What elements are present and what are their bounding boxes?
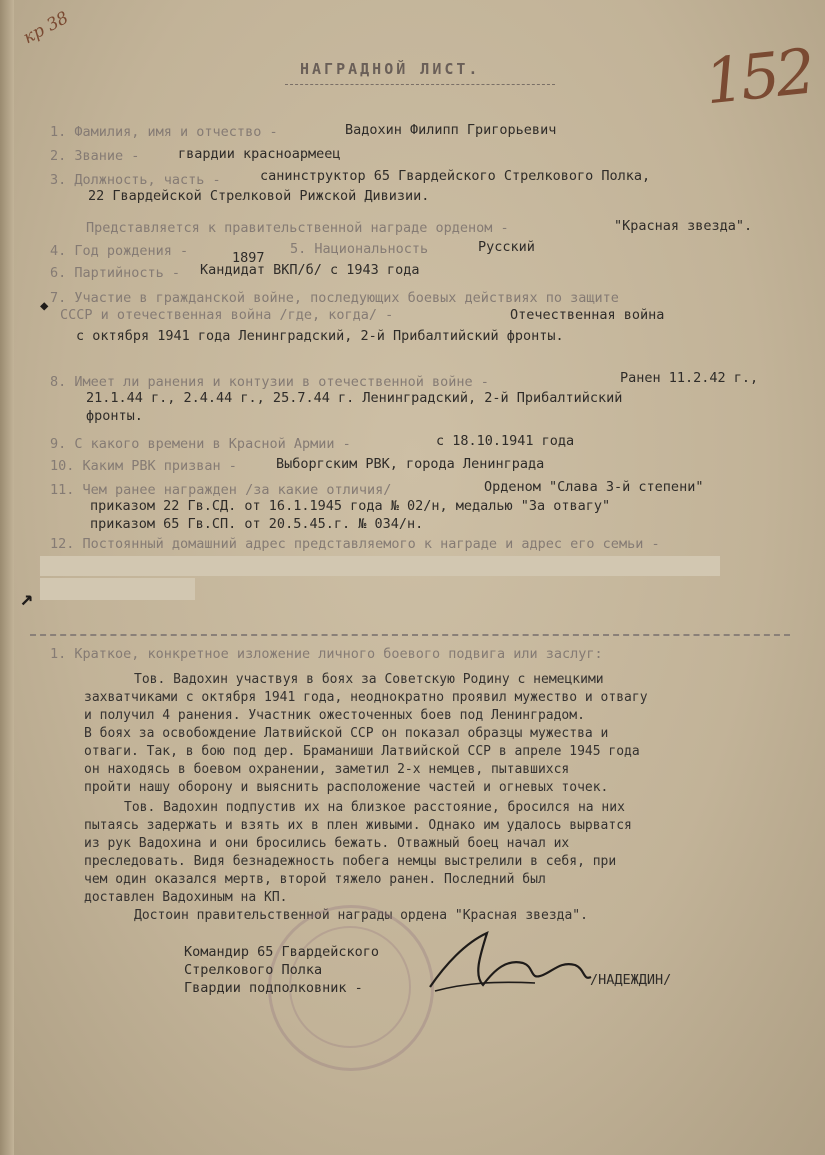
field-7-label: 7. Участие в гражданской войне, последующих боевых действиях по защите xyxy=(50,290,619,306)
field-11-label: 11. Чем ранее награжден /за какие отличия/ xyxy=(50,482,392,498)
field-7-value-cont: с октября 1941 года Ленинградский, 2-й Прибалтийский фронты. xyxy=(76,328,564,344)
margin-pen-mark: ◆ xyxy=(40,298,49,314)
margin-check-mark: ↗ xyxy=(20,586,34,611)
field-7-label-cont: СССР и отечественная война /где, когда/ - xyxy=(60,307,394,323)
summary-line: Достоин правительственной награды ордена "Красная звезда". xyxy=(134,908,588,923)
summary-line: В боях за освобождение Латвийской ССР он показал образцы мужества и xyxy=(84,726,609,741)
field-5-value: Русский xyxy=(478,239,535,255)
field-9-label: 9. С какого времени в Красной Армии - xyxy=(50,436,351,452)
sheet-number: 152 xyxy=(701,34,815,119)
field-11-value-cont2: приказом 65 Гв.СП. от 20.5.45.г. № 034/н. xyxy=(90,516,424,532)
summary-line: пытаясь задержать и взять их в плен живыми. Однако им удалось вырватся xyxy=(84,818,632,833)
redacted-address-1 xyxy=(40,556,720,576)
summary-line: чем один оказался мертв, второй тяжело ранен. Последний был xyxy=(84,872,546,887)
summary-line: захватчиками с октября 1941 года, неоднократно проявил мужество и отвагу xyxy=(84,690,648,705)
summary-line: он находясь в боевом охранении, заметил 2-х немцев, пытавшихся xyxy=(84,762,570,777)
field-1-label: 1. Фамилия, имя и отчество - xyxy=(50,124,278,140)
field-9-value: с 18.10.1941 года xyxy=(436,433,575,449)
summary-line: отваги. Так, в бою под дер. Браманиши Латвийской ССР в апреле 1945 года xyxy=(84,744,640,759)
summary-line: пройти нашу оборону и выяснить расположение частей и огневых точек. xyxy=(84,780,609,795)
field-1-value: Вадохин Филипп Григорьевич xyxy=(345,122,557,138)
summary-heading: 1. Краткое, конкретное изложение личного боевого подвига или заслуг: xyxy=(50,646,603,662)
field-3-value: санинструктор 65 Гвардейского Стрелкового Полка, xyxy=(260,168,651,184)
field-6-value: Кандидат ВКП/б/ с 1943 года xyxy=(200,262,420,278)
field-3-value-cont: 22 Гвардейской Стрелковой Рижской Дивизии. xyxy=(88,188,430,204)
field-8-label: 8. Имеет ли ранения и контузии в отечественной войне - xyxy=(50,374,489,390)
handwritten-signature xyxy=(425,925,595,1000)
field-11-value: Орденом "Слава 3-й степени" xyxy=(484,479,704,495)
field-8-value: Ранен 11.2.42 г., xyxy=(620,370,759,386)
summary-line: Тов. Вадохин участвуя в боях за Советскую Родину с немецкими xyxy=(134,672,604,687)
presented-label: Представляется к правительственной награде орденом - xyxy=(86,220,509,236)
signature-title-line-1: Командир 65 Гвардейского xyxy=(184,944,380,960)
section-divider xyxy=(30,634,790,636)
field-6-label: 6. Партийность - xyxy=(50,265,181,281)
summary-line: из рук Вадохина и они бросились бежать. Отважный боец начал их xyxy=(84,836,570,851)
page-edge-shadow xyxy=(0,0,14,1155)
signature-title-line-2: Стрелкового Полка xyxy=(184,962,323,978)
summary-line: и получил 4 ранения. Участник ожесточенных боев под Ленинградом. xyxy=(84,708,585,723)
field-11-value-cont: приказом 22 Гв.СД. от 16.1.1945 года № 02/н, медалью "За отвагу" xyxy=(90,498,611,514)
field-8-value-cont2: фронты. xyxy=(86,408,143,424)
field-2-label: 2. Звание - xyxy=(50,148,140,164)
signature-title-line-3: Гвардии подполковник - xyxy=(184,980,363,996)
field-7-value: Отечественная война xyxy=(510,307,665,323)
field-5-label: 5. Национальность xyxy=(290,241,429,257)
field-10-label: 10. Каким РВК призван - xyxy=(50,458,237,474)
field-2-value: гвардии красноармеец xyxy=(178,146,341,162)
field-4-label: 4. Год рождения - xyxy=(50,243,189,259)
summary-line: преследовать. Видя безнадежность побега немцы выстрелили в себя, при xyxy=(84,854,617,869)
title-underline xyxy=(285,84,555,85)
presented-value: "Красная звезда". xyxy=(614,218,753,234)
field-8-value-cont: 21.1.44 г., 2.4.44 г., 25.7.44 г. Ленинградский, 2-й Прибалтийский xyxy=(86,390,623,406)
field-12-label: 12. Постоянный домашний адрес представляемого к награде и адрес его семьи - xyxy=(50,536,660,552)
summary-line: Тов. Вадохин подпустив их на близкое расстояние, бросился на них xyxy=(124,800,625,815)
field-4-value: 1897 xyxy=(232,250,265,266)
summary-line: доставлен Вадохиным на КП. xyxy=(84,890,288,905)
signatory-name: /НАДЕЖДИН/ xyxy=(590,972,672,988)
page-title: НАГРАДНОЙ ЛИСТ. xyxy=(300,60,481,78)
field-10-value: Выборгским РВК, города Ленинграда xyxy=(276,456,545,472)
field-3-label: 3. Должность, часть - xyxy=(50,172,221,188)
redacted-address-2 xyxy=(40,578,195,600)
corner-handwritten-note: кр 38 xyxy=(20,7,72,49)
